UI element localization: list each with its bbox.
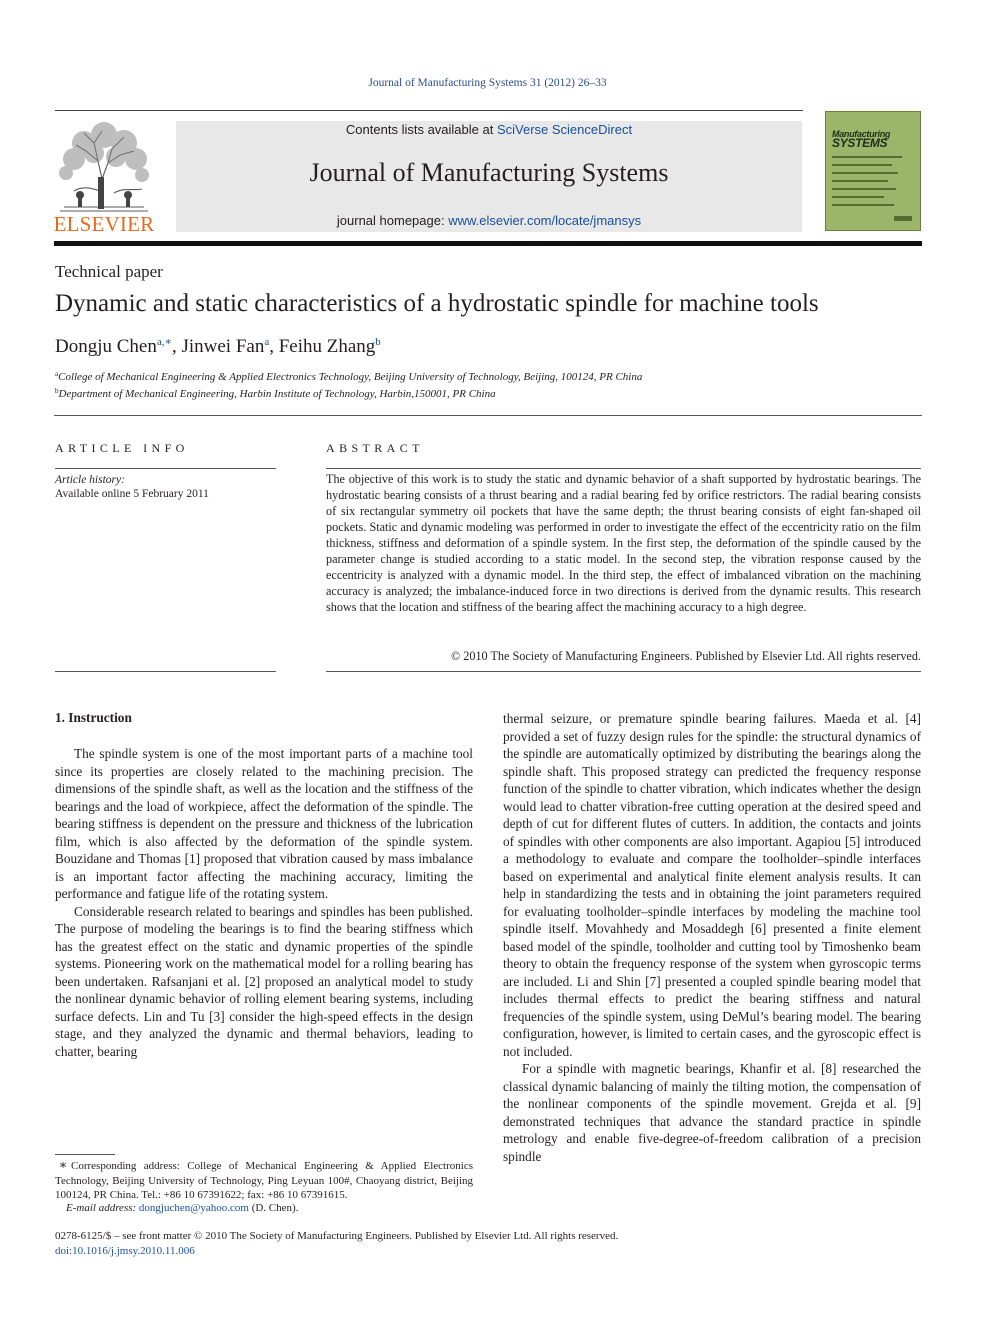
email-suffix: (D. Chen). <box>248 1202 299 1214</box>
footnote-rule <box>55 1154 115 1155</box>
body-paragraph: For a spindle with magnetic bearings, Khanfir et al. [8] researched the classical dynamic balancing of mainly the tilting motion, the compensation of the nonlinear components of the spindle movement. Grejda et al. [9] demonstrated techniques that advance the standard practice in spindle metrology and enable five-degree-of-freedom calibration of a precision spindle <box>503 1061 921 1164</box>
section-heading: 1. Instruction <box>55 710 132 725</box>
body-paragraph: The spindle system is one of the most important parts of a machine tool since its properties are closely related to the machining precision. The dimensions of the spindle shaft, as well as the location and the stiffness of the bearings and the load of workpiece, affect the deformation of the spindle. The bearing stiffness is dependent on the pressure and thickness of the lubrication film, which is also affected by the deformation of the spindle system. Bouzidane and Thomas [1] proposed that vibration caused by mass imbalance is an important factor affecting the machining accuracy, limiting the performance and fatigue life of the rotating system. <box>55 746 473 901</box>
affiliation-a: $^a$College of Mechanical Engineering & Applied Electronics Technology, Beijing University of Technology, Beijing, 100124, PR China <box>55 370 643 383</box>
contents-prefix: Contents lists available at <box>345 122 497 137</box>
body-paragraph: thermal seizure, or premature spindle bearing failures. Maeda et al. [4] provided a set of fuzzy design rules for the spindle: the structural dynamics of the spindle are automatically optimized by distributing the bearings along the spindle shaft. This proposed strategy can predicted the frequency response function of the spindle to chatter vibration, which indicates whether the design would lead to chatter vibration-free cutting operation at the desired speed and depth of cut for different flutes of cutters. In addition, the contacts and joints of spindles with other components are also important. Agapiou [5] introduced a methodology to evaluate and compare the toolholder–spindle interfaces based on experimental and analytical finite element analysis results. It can help in standardizing the tests and in obtaining the joint parameters required for evaluating toolholder–spindle interfaces by modeling the machine tool spindle itself. Movahhedy and Mosaddegh [6] presented a finite element based model of the spindle, toolholder and cutting tool by Timoshenko beam theory to obtain the frequency response of the system when gyroscopic terms are included. Li and Shin [7] presented a coupled spindle bearing model that includes thermal effects to predict the bearing stiffness and natural frequencies of the spindle system, using DeMul’s bearing model. The bearing configuration, however, is limited to certain cases, and the gyroscopic effect is not included. <box>503 711 921 1059</box>
author-affiliation-mark[interactable]: b <box>375 336 381 348</box>
abstract-rule <box>326 468 921 469</box>
affiliation-b: $^b$Department of Mechanical Engineering, Harbin Institute of Technology, Harbin,150001, PR China <box>55 387 496 400</box>
cover-title-line1: Manufacturing <box>832 129 891 139</box>
homepage-link[interactable]: www.elsevier.com/locate/jmansys <box>448 213 642 228</box>
email-line <box>55 1202 298 1214</box>
homepage-prefix: journal homepage: <box>336 213 449 228</box>
email-link[interactable]: dongjuchen@yahoo.com <box>138 1202 249 1214</box>
cover-title-line2: SYSTEMS <box>832 136 888 150</box>
affiliation-rule <box>54 415 922 416</box>
corresponding-author-footnote <box>55 1158 473 1203</box>
article-history-value: Available online 5 February 2011 <box>55 488 209 500</box>
cover-title <box>832 130 890 149</box>
footnote-marker: ∗ <box>58 1157 68 1172</box>
body-column-right <box>503 710 921 1165</box>
body-paragraph: Considerable research related to bearings and spindles has been published. The purpose of modeling the bearings is to find the bearing stiffness which has the greatest effect on the static and dynamic properties of the spindle systems. Pioneering work on the mathematical model for a rolling bearing has been undertaken. Rafsanjani et al. [2] proposed an analytical model to study the nonlinear dynamic behavior of rolling element bearing systems, including surface defects. Lin and Tu [3] consider the high-speed effects in the design stage, and they analyzed the dynamic and thermal behaviors, leading to chatter, bearing <box>55 903 473 1059</box>
author-name[interactable]: Feihu Zhang <box>278 336 376 357</box>
article-history-label: Article history: <box>55 474 125 486</box>
author-affiliation-mark[interactable]: a,∗ <box>156 336 172 348</box>
elsevier-wordmark: ELSEVIER <box>53 212 155 236</box>
body-column-left <box>55 745 473 1060</box>
journal-citation[interactable]: Journal of Manufacturing Systems 31 (2012) 26–33 <box>368 77 607 89</box>
elsevier-tree-icon <box>54 121 154 213</box>
author-name[interactable]: Jinwei Fan <box>181 336 265 357</box>
header-rule <box>55 110 803 111</box>
header-thick-rule <box>54 241 922 246</box>
issn-line: 0278-6125/$ – see front matter © 2010 The Society of Manufacturing Engineers. Published by Elsevier Ltd. All rights reserved. <box>55 1230 619 1242</box>
author-name[interactable]: Dongju Chen <box>55 336 157 357</box>
article-info-rule <box>55 468 276 469</box>
sciencedirect-link[interactable]: SciVerse ScienceDirect <box>496 122 633 137</box>
article-title: Dynamic and static characteristics of a hydrostatic spindle for machine tools <box>55 290 819 317</box>
article-type: Technical paper <box>55 262 163 281</box>
abstract-bottom-rule <box>326 671 921 672</box>
article-info-bottom-rule <box>55 671 276 672</box>
journal-name: Journal of Manufacturing Systems <box>309 158 669 187</box>
homepage-line <box>176 213 802 228</box>
doi-link[interactable]: doi:10.1016/j.jmsy.2010.11.006 <box>55 1245 195 1257</box>
footnote-text: Corresponding address: College of Mechanical Engineering & Applied Electronics Technology, Beijing University of Technology, Ping Leyuan 100#, Chaoyang district, Beijing 100124, PR China. Tel.: +86 10 67391622; fax: +86 10 67391615. <box>55 1160 473 1201</box>
journal-cover-thumbnail[interactable] <box>825 111 921 231</box>
abstract-text: The objective of this work is to study the static and dynamic behavior of a shaft supported by hydrostatic bearings. The hydrostatic bearing consists of a thrust bearing and a radial bearing fed by orifice restrictors. The radial bearing consists of six rectangular symmetry oil pockets that have the same depth; the thrust bearing consists of eight fan-shaped oil pockets. Static and dynamic modeling was performed in order to investigate the effect of the eccentricity ratio on the film thickness, stiffness and deformation of a spindle system. In the first step, the deformation of the spindle caused by the parameter change is studied according to a static model. In the second step, the vibration response caused by the eccentricity is analyzed with a dynamic model. In the third step, the effect of imbalanced vibration on the machining accuracy is analyzed; the imbalance-induced force in two directions is derived from the dynamic results. This research shows that the location and stiffness of the bearing affect the machining accuracy to a high degree. <box>326 472 921 614</box>
author-affiliation-mark[interactable]: a <box>264 336 270 348</box>
contents-line <box>176 122 802 137</box>
email-label: E-mail address: <box>66 1202 139 1214</box>
author-list: Dongju Chen$^{a,∗}$, Jinwei Fan$^a$, Feihu Zhang$^b$ <box>55 336 381 357</box>
abstract-copyright: © 2010 The Society of Manufacturing Engineers. Published by Elsevier Ltd. All rights reserved. <box>450 649 921 663</box>
article-info-heading: ARTICLE INFO <box>55 441 189 455</box>
elsevier-logo[interactable] <box>53 121 155 236</box>
abstract-heading: ABSTRACT <box>326 441 424 455</box>
